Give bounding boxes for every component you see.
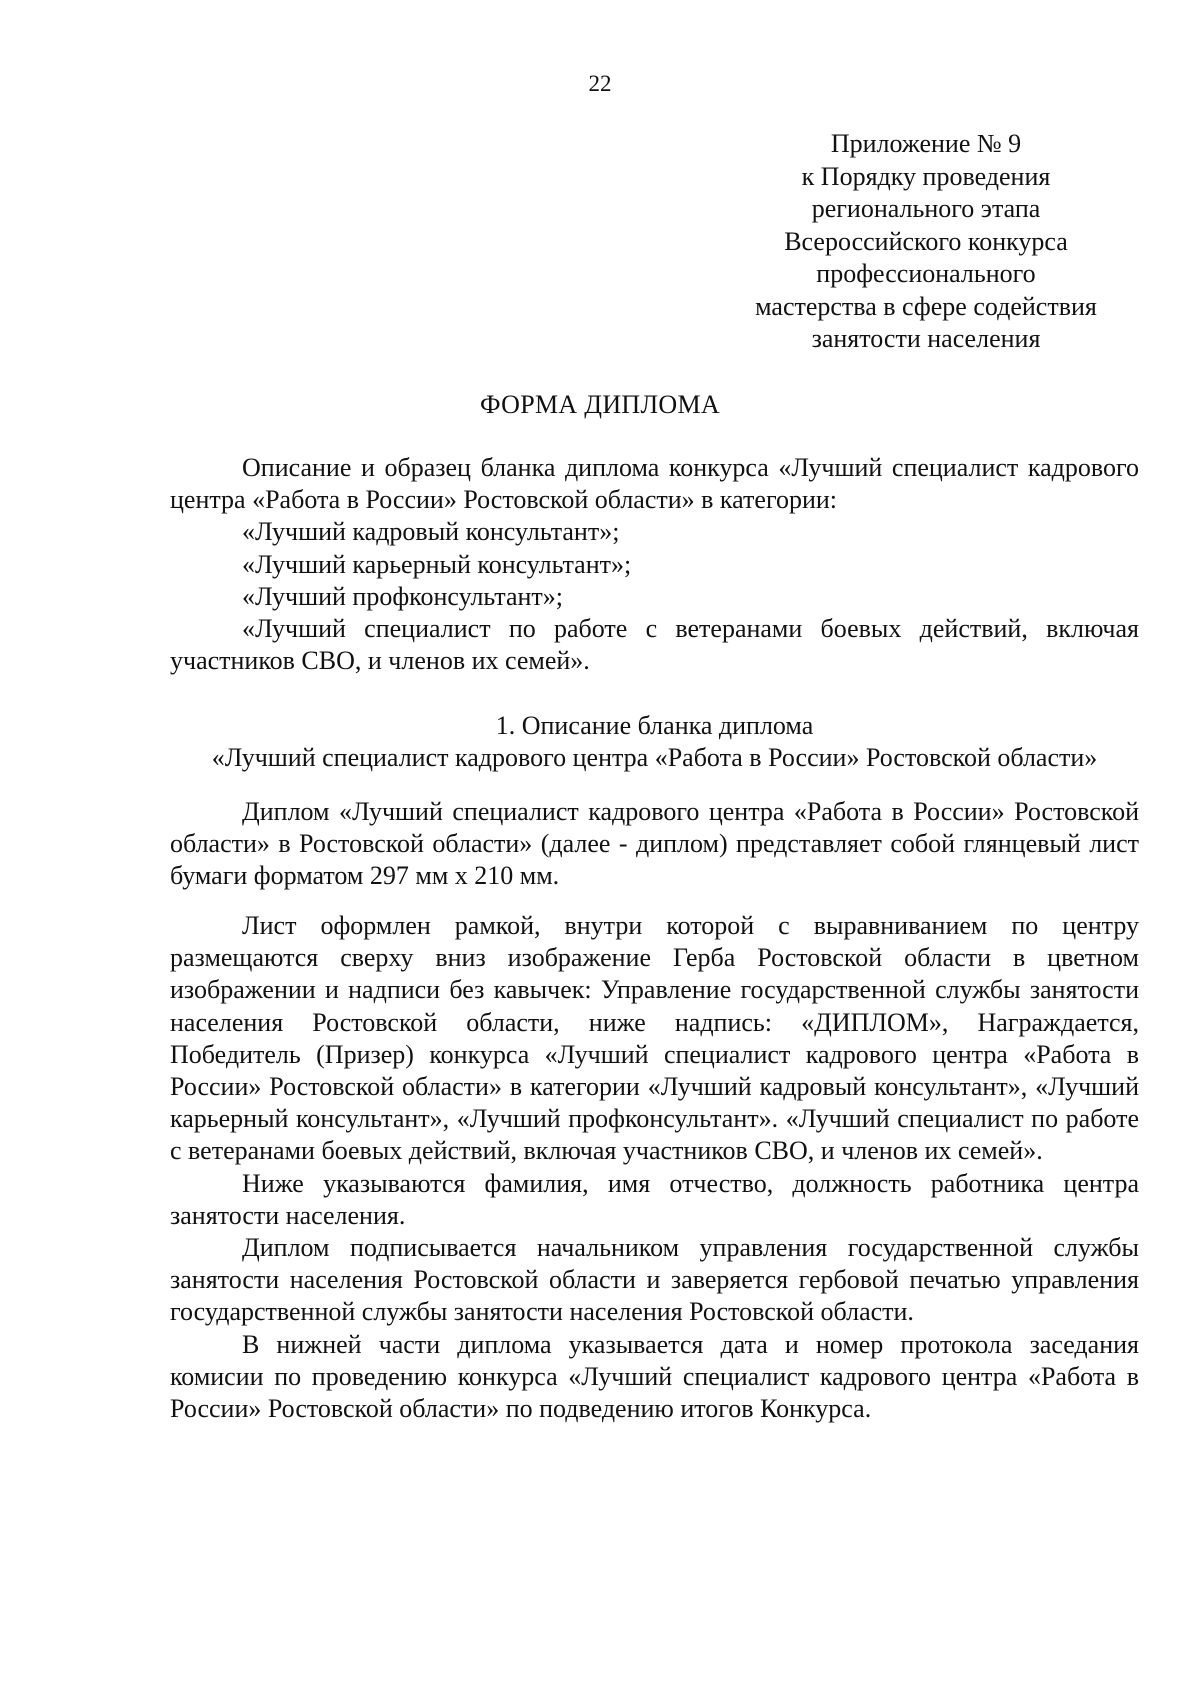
- diploma-format-section: [170, 796, 1139, 893]
- appendix-line: Всероссийского конкурса: [784, 226, 1068, 256]
- diploma-layout-paragraph: Лист оформлен рамкой, внутри которой с выравниванием по центру размещаются сверху вниз изображение Герба Ростовской области в цветном изображении и надписи без кавычек: Управление государственной службы занятости населения Ростовской области, ниже надпись: «ДИПЛОМ», Награждается, Победитель (Призер) конкурса «Лучший специалист кадрового центра «Работа в России» Ростовской области» в категории «Лучший кадровый консультант», «Лучший карьерный консультант», «Лучший профконсультант». «Лучший специалист по работе с ветеранами боевых действий, включая участников СВО, и членов их семей».: [170, 911, 1139, 1166]
- intro-section: [170, 452, 1139, 677]
- appendix-line: профессионального: [816, 259, 1036, 288]
- intro-paragraph: Описание и образец бланка диплома конкурса «Лучший специалист кадрового центра «Работа в России» Ростовской области» в категории:: [170, 453, 1139, 515]
- page-number: 22: [588, 71, 612, 96]
- appendix-line: мастерства в сфере содействия: [755, 291, 1097, 321]
- category-item-last: «Лучший специалист по работе с ветеранами боевых действий, включая участников СВО, и членов их семей».: [170, 614, 1139, 676]
- section-heading: [170, 710, 1139, 774]
- appendix-line: к Порядку проведения: [801, 161, 1051, 191]
- diploma-format-paragraph: Диплом «Лучший специалист кадрового центра «Работа в России» Ростовской области» в Ростовской области» (далее - диплом) представляет собой глянцевый лист бумаги форматом 297 мм х 210 мм.: [170, 797, 1139, 891]
- appendix-header: [702, 128, 1150, 356]
- appendix-line: регионального этапа: [811, 194, 1041, 223]
- category-item: «Лучший профконсультант»;: [242, 581, 564, 611]
- category-item: «Лучший карьерный консультант»;: [242, 549, 632, 579]
- protocol-paragraph: В нижней части диплома указывается дата и номер протокола заседания комисии по проведению конкурса «Лучший специалист кадрового центра «Работа в России» Ростовской области» по подведению итогов Конкурса.: [170, 1329, 1139, 1424]
- appendix-line: Приложение № 9: [830, 129, 1022, 158]
- appendix-line: занятости населения: [811, 324, 1041, 353]
- document-title: ФОРМА ДИПЛОМА: [480, 390, 720, 419]
- recipient-paragraph: Ниже указываются фамилия, имя отчество, должность работника центра занятости населения.: [170, 1168, 1139, 1230]
- category-item: «Лучший кадровый консультант»;: [242, 517, 620, 547]
- section-heading-line-1: 1. Описание бланка диплома: [495, 711, 814, 740]
- section-heading-line-2: «Лучший специалист кадрового центра «Работа в России» Ростовской области»: [211, 743, 1098, 773]
- diploma-layout-section: [170, 910, 1139, 1425]
- signature-paragraph: Диплом подписывается начальником управления государственной службы занятости населения Ростовской области и заверяется гербовой печатью управления государственной службы занятости населения Ростовской области.: [170, 1233, 1139, 1327]
